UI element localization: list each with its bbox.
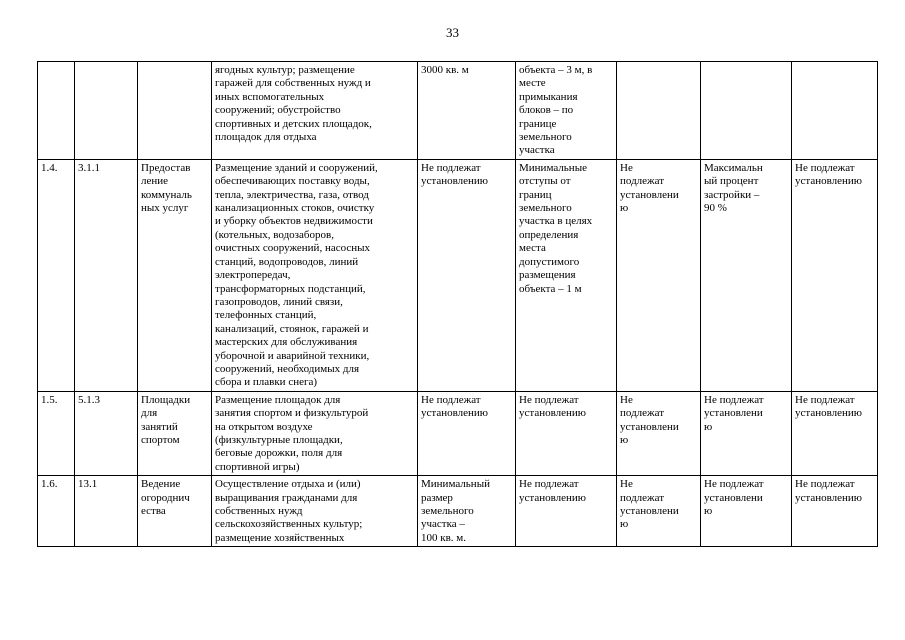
floors-cell	[617, 159, 701, 391]
use-name: Ведение огороднич ества	[141, 478, 190, 517]
row-number-cell	[38, 62, 75, 160]
setbacks: объекта – 3 м, в месте примыкания блоков – по границе земельного участка	[519, 64, 593, 157]
plot-size: Не подлежат установлению	[421, 393, 489, 420]
use-name-cell	[138, 391, 212, 475]
setbacks-cell	[516, 159, 617, 391]
row-number: 1.4.	[41, 161, 58, 174]
plot-size-cell	[418, 62, 516, 160]
use-description-cell	[212, 476, 418, 547]
page-number: 33	[446, 25, 459, 40]
other-params: Не подлежат установлению	[795, 161, 863, 188]
table-row	[38, 476, 878, 547]
use-description: ягодных культур; размещение гаражей для собственных нужд и иных вспомогательных сооружений; обустройство спортивных и детских площадок, площадок для отдыха	[215, 64, 372, 144]
use-description-cell	[212, 62, 418, 160]
use-code: 3.1.1	[78, 161, 100, 174]
coverage: Не подлежат установлени ю	[704, 478, 764, 517]
floors-cell	[617, 62, 701, 160]
table-row	[38, 159, 878, 391]
use-description-cell	[212, 391, 418, 475]
setbacks: Не подлежат установлению	[519, 478, 587, 504]
use-code-cell	[75, 62, 138, 160]
floors-cell	[617, 476, 701, 547]
other-params-cell	[792, 62, 878, 160]
use-description: Осуществление отдыха и (или) выращивания гражданами для собственных нужд сельскохозяйственных культур; размещение хозяйственных	[215, 478, 363, 544]
use-name: Площадки для занятий спортом	[141, 393, 191, 446]
plot-size-cell	[418, 391, 516, 475]
use-description-cell	[212, 159, 418, 391]
row-number-cell	[38, 391, 75, 475]
coverage-cell	[701, 159, 792, 391]
floors: Не подлежат установлени ю	[620, 393, 679, 446]
plot-size: 3000 кв. м	[421, 64, 469, 76]
plot-size: Минимальный размер земельного участка – 100 кв. м.	[421, 478, 490, 544]
setbacks: Минимальные отступы от границ земельного участка в целях определения места допустимого размещения объекта – 1 м	[519, 161, 593, 295]
floors: Не подлежат установлени ю	[620, 161, 679, 215]
other-params-cell	[792, 159, 878, 391]
use-description: Размещение зданий и сооружений, обеспечивающих поставку воды, тепла, электричества, газа, отвод канализационных стоков, очистку и уборку объектов недвижимости (котельных, водозаборов, очистных сооружений, насосных станций, водопроводов, линий электропередач, трансформаторных подстанций, газопроводов, линий связи, телефонных станций, канализаций, стоянок, гаражей и мастерских для обслуживания уборочной и аварийной техники, сооружений, необходимых для сбора и плавки снега)	[215, 161, 378, 389]
other-params-cell	[792, 476, 878, 547]
floors-cell	[617, 391, 701, 475]
row-number-cell	[38, 476, 75, 547]
other-params: Не подлежат установлению	[795, 393, 863, 420]
setbacks-cell	[516, 62, 617, 160]
plot-size-cell	[418, 476, 516, 547]
use-name-cell	[138, 159, 212, 391]
use-name-cell	[138, 476, 212, 547]
plot-size: Не подлежат установлению	[421, 161, 489, 188]
row-number-cell	[38, 159, 75, 391]
use-code: 5.1.3	[78, 393, 100, 406]
table-row	[38, 62, 878, 160]
use-name: Предостав ление коммуналь ных услуг	[141, 161, 192, 215]
row-number: 1.5.	[41, 393, 58, 406]
setbacks: Не подлежат установлению	[519, 393, 587, 420]
coverage-cell	[701, 476, 792, 547]
zoning-regulations-table	[37, 61, 878, 547]
plot-size-cell	[418, 159, 516, 391]
use-code-cell	[75, 476, 138, 547]
setbacks-cell	[516, 476, 617, 547]
coverage: Не подлежат установлени ю	[704, 393, 764, 433]
use-name-cell	[138, 62, 212, 160]
row-number: 1.6.	[41, 478, 58, 491]
use-code-cell	[75, 159, 138, 391]
use-code: 13.1	[78, 478, 98, 491]
coverage-cell	[701, 391, 792, 475]
setbacks-cell	[516, 391, 617, 475]
use-description: Размещение площадок для занятия спортом и физкультурой на открытом воздухе (физкультурные площадки, беговые дорожки, поля для спортивной игры)	[215, 393, 369, 473]
coverage-cell	[701, 62, 792, 160]
other-params: Не подлежат установлению	[795, 478, 863, 504]
floors: Не подлежат установлени ю	[620, 478, 679, 531]
other-params-cell	[792, 391, 878, 475]
coverage: Максимальн ый процент застройки – 90 %	[704, 161, 763, 215]
table-row	[38, 391, 878, 475]
use-code-cell	[75, 391, 138, 475]
